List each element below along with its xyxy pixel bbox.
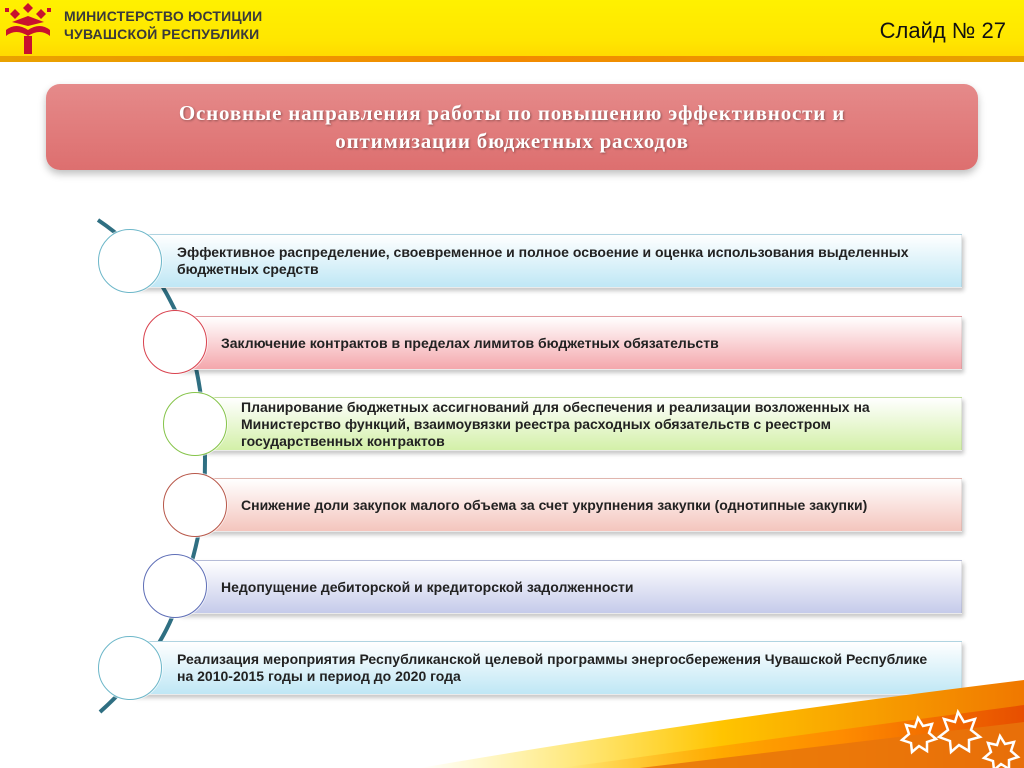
direction-text-6: Реализация мероприятия Республиканской целевой программы энергосбережения Чувашской Республике на 2010-2015 годы и период до 2020 года (177, 651, 928, 684)
direction-text-4: Снижение доли закупок малого объема за счет укрупнения закупки (однотипные закупки) (241, 496, 868, 513)
slide-number: Слайд № 27 (879, 18, 1006, 43)
direction-text-1: Эффективное распределение, своевременное и полное освоение и оценка использования выделенных бюджетных средств (177, 244, 909, 277)
direction-text-3: Планирование бюджетных ассигнований для обеспечения и реализации возложенных на Министерство функций, взаимоувязки реестра расходных обязательств с реестром государственных контрактов (241, 398, 870, 449)
direction-text-5: Недопущение дебиторской и кредиторской задолженности (221, 578, 634, 595)
slide-title-line-1: Основные направления работы по повышению эффективности и (178, 101, 846, 125)
ministry-line-1: МИНИСТЕРСТВО ЮСТИЦИИ (64, 8, 263, 24)
slide-title-line-2: оптимизации бюджетных расходов (335, 129, 689, 153)
star-ornament-icon (902, 712, 1018, 768)
direction-text-2: Заключение контрактов в пределах лимитов бюджетных обязательств (221, 334, 719, 351)
ministry-line-2: ЧУВАШСКОЙ РЕСПУБЛИКИ (64, 26, 260, 42)
